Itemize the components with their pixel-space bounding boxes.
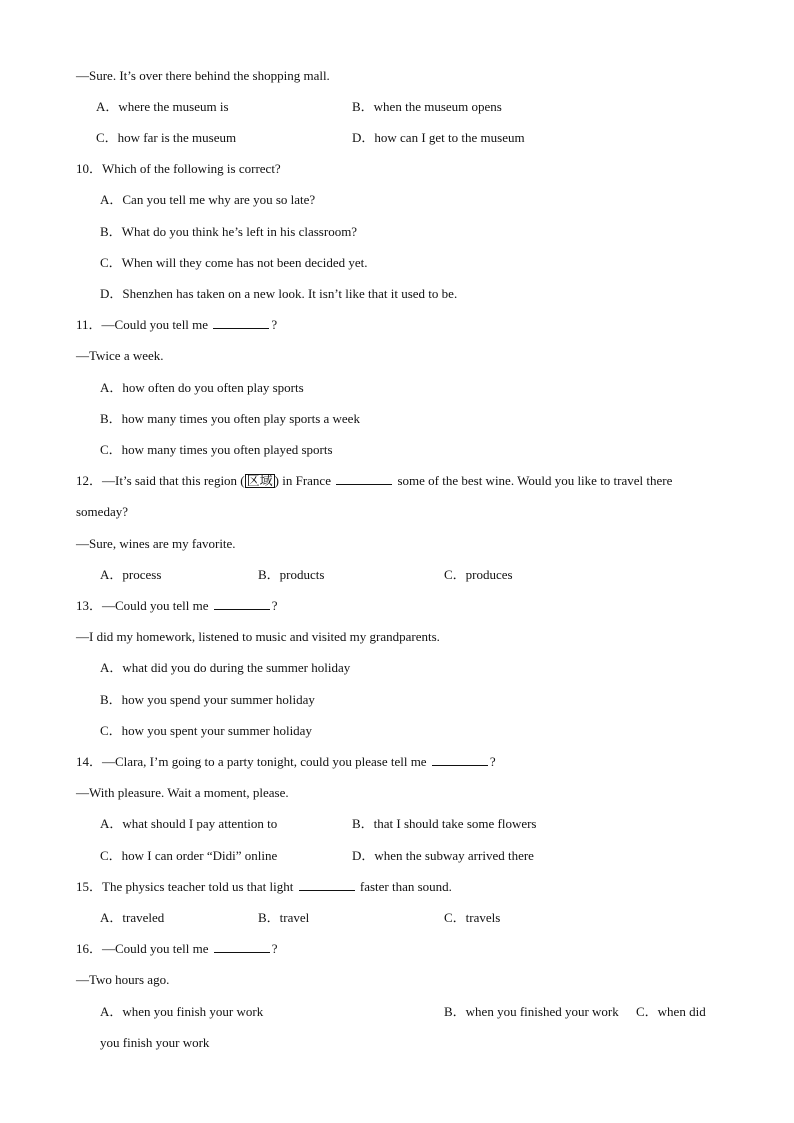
option-label: A． bbox=[96, 99, 119, 114]
question-text: —Clara, I’m going to a party tonight, could you please tell me bbox=[102, 754, 427, 769]
q14-stem bbox=[76, 754, 496, 770]
option-label: C． bbox=[100, 255, 122, 270]
q16-option-c[interactable] bbox=[636, 1004, 706, 1020]
question-text-end: faster than sound. bbox=[359, 879, 452, 894]
option-text: Shenzhen has taken on a new look. It isn’t like that it used to be. bbox=[122, 286, 458, 301]
option-text: traveled bbox=[122, 910, 165, 925]
q16-option-c-continued: you finish your work bbox=[100, 1035, 210, 1050]
q14-option-a[interactable] bbox=[100, 816, 277, 832]
q9-option-b[interactable] bbox=[352, 99, 502, 115]
answer-blank[interactable] bbox=[336, 473, 392, 485]
q9-option-d[interactable] bbox=[352, 130, 525, 146]
option-text: when the museum opens bbox=[373, 99, 502, 114]
q12-option-c[interactable] bbox=[444, 567, 513, 583]
question-text: —It’s said that this region ( bbox=[102, 473, 245, 488]
option-label: D． bbox=[352, 130, 375, 145]
option-label: C． bbox=[96, 130, 118, 145]
option-label: A． bbox=[100, 660, 123, 675]
question-number: 10． bbox=[76, 161, 103, 176]
q12-option-b[interactable] bbox=[258, 567, 324, 583]
q11-stem bbox=[76, 317, 277, 333]
option-label: A． bbox=[100, 910, 123, 925]
q12-stem-continued: someday? bbox=[76, 504, 128, 519]
q14-answer: —With pleasure. Wait a moment, please. bbox=[76, 785, 289, 800]
q9-answer: —Sure. It’s over there behind the shopping mall. bbox=[76, 68, 330, 83]
option-text: what should I pay attention to bbox=[122, 816, 278, 831]
boxed-term: 区域 bbox=[246, 473, 273, 488]
option-label: D． bbox=[100, 286, 123, 301]
q16-answer: —Two hours ago. bbox=[76, 972, 170, 987]
option-text: travel bbox=[279, 910, 310, 925]
question-number: 11． bbox=[76, 317, 102, 332]
option-text: When will they come has not been decided yet. bbox=[121, 255, 368, 270]
q13-option-c[interactable] bbox=[100, 723, 312, 739]
option-label: B． bbox=[100, 692, 122, 707]
option-text: how you spent your summer holiday bbox=[121, 723, 312, 738]
q11-option-c[interactable] bbox=[100, 442, 333, 458]
answer-blank[interactable] bbox=[214, 941, 270, 953]
option-label: C． bbox=[100, 723, 122, 738]
q10-option-d[interactable] bbox=[100, 286, 457, 302]
question-text: —Could you tell me bbox=[101, 317, 209, 332]
question-text: —Could you tell me bbox=[102, 941, 209, 956]
option-label: B． bbox=[258, 567, 280, 582]
q13-answer: —I did my homework, listened to music and visited my grandparents. bbox=[76, 629, 440, 644]
question-text-end: ? bbox=[271, 317, 278, 332]
option-text: when did bbox=[657, 1004, 706, 1019]
option-text: products bbox=[279, 567, 325, 582]
option-text: What do you think he’s left in his classroom? bbox=[121, 224, 358, 239]
answer-blank[interactable] bbox=[299, 879, 355, 891]
option-label: B． bbox=[100, 224, 122, 239]
option-label: A． bbox=[100, 567, 123, 582]
q16-stem bbox=[76, 941, 278, 957]
option-text: Can you tell me why are you so late? bbox=[122, 192, 316, 207]
option-label: A． bbox=[100, 1004, 123, 1019]
option-text: how many times you often played sports bbox=[121, 442, 333, 457]
q11-option-a[interactable] bbox=[100, 380, 304, 396]
q15-option-b[interactable] bbox=[258, 910, 309, 926]
question-text: Which of the following is correct? bbox=[102, 161, 281, 176]
q10-stem bbox=[76, 161, 281, 177]
question-text-end: ? bbox=[489, 754, 496, 769]
question-text-end: some of the best wine. Would you like to travel there bbox=[397, 473, 673, 488]
option-label: B． bbox=[100, 411, 122, 426]
option-text: when the subway arrived there bbox=[374, 848, 534, 863]
option-label: A． bbox=[100, 816, 123, 831]
q10-option-a[interactable] bbox=[100, 192, 315, 208]
question-number: 16． bbox=[76, 941, 103, 956]
answer-blank[interactable] bbox=[213, 317, 269, 329]
option-label: C． bbox=[444, 567, 466, 582]
q13-option-b[interactable] bbox=[100, 692, 315, 708]
question-text-end: ? bbox=[271, 941, 278, 956]
option-label: A． bbox=[100, 192, 123, 207]
question-text-middle: ) in France bbox=[274, 473, 331, 488]
option-text: process bbox=[122, 567, 162, 582]
option-text: where the museum is bbox=[118, 99, 229, 114]
option-text: produces bbox=[465, 567, 513, 582]
option-label: D． bbox=[352, 848, 375, 863]
q12-stem bbox=[76, 473, 672, 489]
option-label: C． bbox=[100, 848, 122, 863]
q13-stem bbox=[76, 598, 278, 614]
q12-option-a[interactable] bbox=[100, 567, 161, 583]
option-text: how you spend your summer holiday bbox=[121, 692, 315, 707]
option-label: C． bbox=[636, 1004, 658, 1019]
option-label: A． bbox=[100, 380, 123, 395]
option-label: B． bbox=[352, 99, 374, 114]
answer-blank[interactable] bbox=[214, 598, 270, 610]
option-text: what did you do during the summer holiday bbox=[122, 660, 351, 675]
q11-answer: —Twice a week. bbox=[76, 348, 164, 363]
option-text: how far is the museum bbox=[117, 130, 237, 145]
q14-option-b[interactable] bbox=[352, 816, 537, 832]
q10-option-c[interactable] bbox=[100, 255, 368, 271]
question-number: 15． bbox=[76, 879, 103, 894]
option-text: travels bbox=[465, 910, 501, 925]
option-text: when you finish your work bbox=[122, 1004, 264, 1019]
q9-option-c[interactable] bbox=[96, 130, 236, 146]
question-number: 14． bbox=[76, 754, 103, 769]
q16-option-a[interactable] bbox=[100, 1004, 263, 1020]
option-text: how often do you often play sports bbox=[122, 380, 304, 395]
option-text: how can I get to the museum bbox=[374, 130, 525, 145]
question-text: The physics teacher told us that light bbox=[102, 879, 294, 894]
option-label: C． bbox=[100, 442, 122, 457]
q11-option-b[interactable] bbox=[100, 411, 360, 427]
q15-stem bbox=[76, 879, 452, 895]
option-text: that I should take some flowers bbox=[373, 816, 537, 831]
option-text: how I can order “Didi” online bbox=[121, 848, 278, 863]
question-number: 12． bbox=[76, 473, 103, 488]
q10-option-b[interactable] bbox=[100, 224, 357, 240]
q16-option-b[interactable] bbox=[444, 1004, 619, 1020]
q14-option-c[interactable] bbox=[100, 848, 277, 864]
q15-option-a[interactable] bbox=[100, 910, 164, 926]
q9-option-a[interactable] bbox=[96, 99, 229, 115]
option-label: C． bbox=[444, 910, 466, 925]
question-text-end: ? bbox=[271, 598, 278, 613]
q12-answer: —Sure, wines are my favorite. bbox=[76, 536, 236, 551]
q15-option-c[interactable] bbox=[444, 910, 500, 926]
option-label: B． bbox=[258, 910, 280, 925]
q13-option-a[interactable] bbox=[100, 660, 350, 676]
option-label: B． bbox=[444, 1004, 466, 1019]
answer-blank[interactable] bbox=[432, 754, 488, 766]
q14-option-d[interactable] bbox=[352, 848, 534, 864]
option-label: B． bbox=[352, 816, 374, 831]
question-text: —Could you tell me bbox=[102, 598, 209, 613]
option-text: how many times you often play sports a week bbox=[121, 411, 360, 426]
question-number: 13． bbox=[76, 598, 103, 613]
option-text: when you finished your work bbox=[465, 1004, 619, 1019]
